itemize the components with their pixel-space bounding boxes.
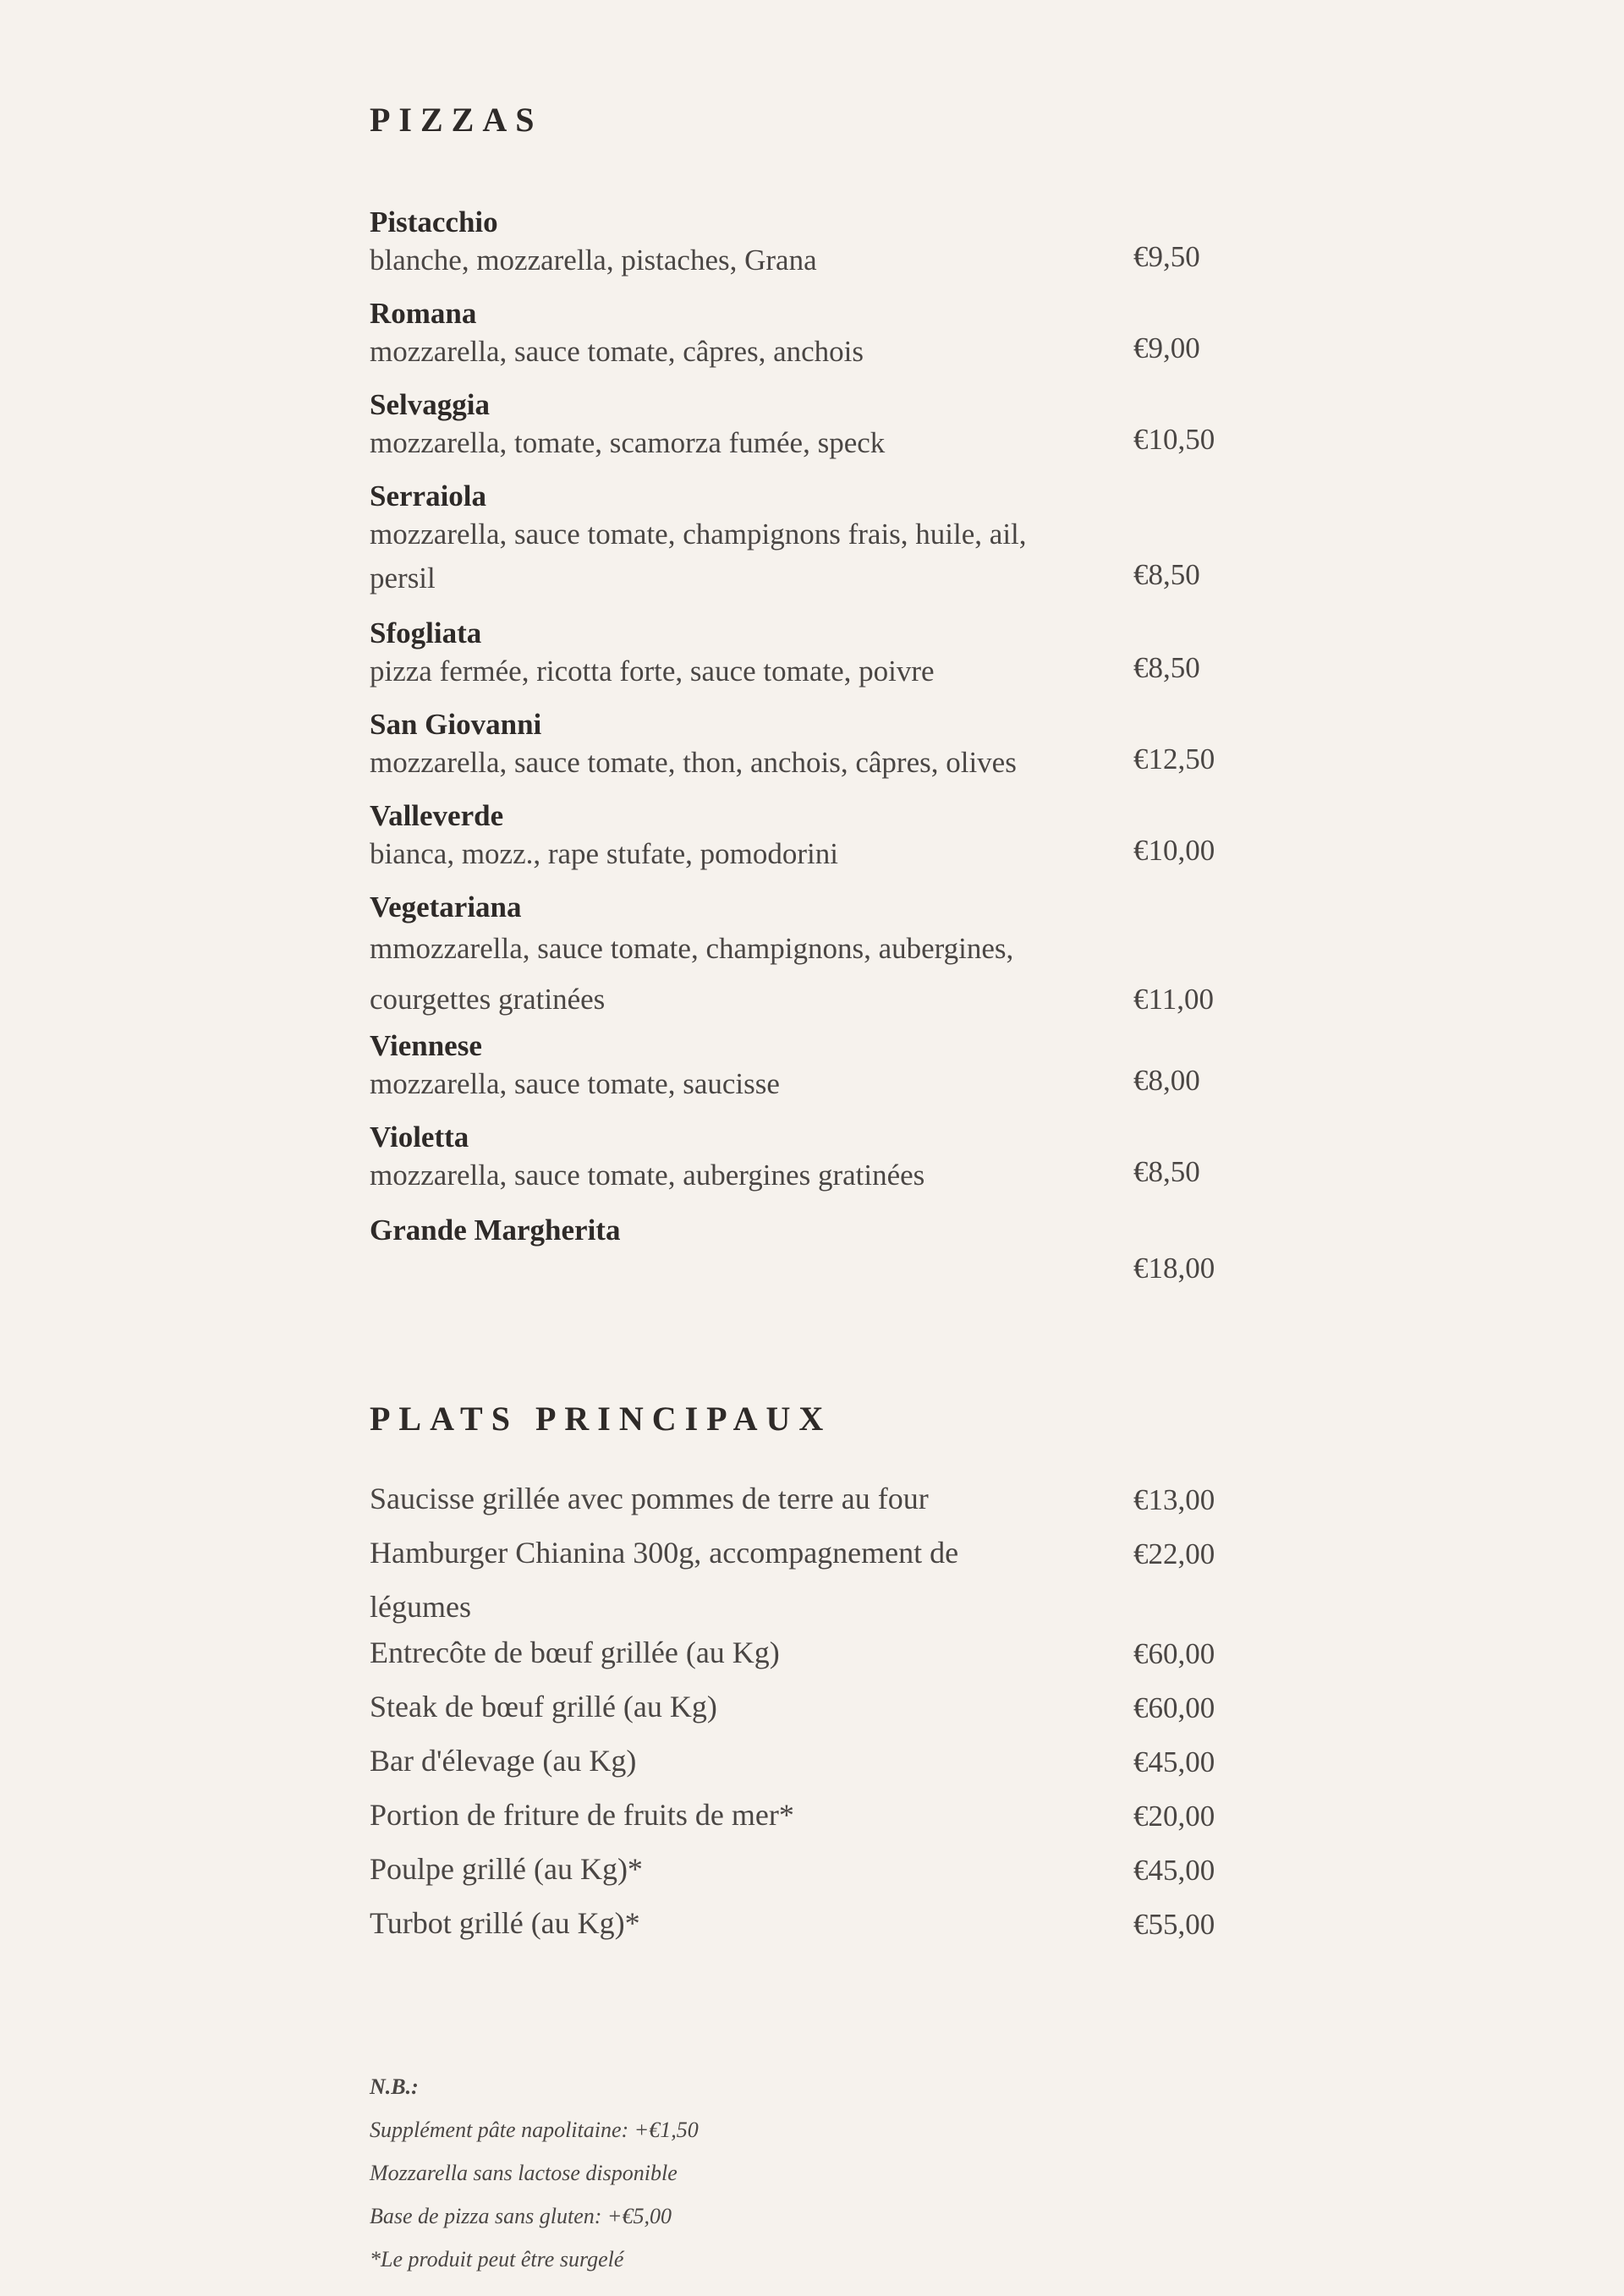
note-line: *Le produit peut être surgelé (370, 2247, 624, 2271)
pizza-name: Romana (370, 297, 477, 330)
pizza-name: Pistacchio (370, 205, 498, 238)
pizza-name: San Giovanni (370, 708, 542, 741)
pizza-description: mozzarella, sauce tomate, champignons frais, huile, ail, persil (370, 518, 1027, 595)
dish-item (370, 1526, 1249, 1634)
dish-name: Bar d'élevage (au Kg) (370, 1744, 637, 1778)
note-line: Mozzarella sans lactose disponible (370, 2161, 678, 2185)
pizza-item (370, 389, 1232, 465)
dish-price: €45,00 (1133, 1854, 1215, 1887)
pizza-price: €8,00 (1133, 1064, 1200, 1097)
dish-name: Hamburger Chianina 300g, accompagnement de légumes (370, 1536, 959, 1624)
dish-item (370, 1788, 1249, 1842)
pizza-price: €9,00 (1133, 332, 1200, 364)
dish-name: Portion de friture de fruits de mer* (370, 1798, 794, 1832)
pizza-price: €8,50 (1133, 1155, 1200, 1188)
pizza-item (370, 617, 1232, 693)
dish-item (370, 1625, 1249, 1680)
dish-price: €22,00 (1133, 1537, 1215, 1570)
pizza-name: Violetta (370, 1121, 469, 1153)
dish-price: €20,00 (1133, 1800, 1215, 1833)
dish-name: Steak de bœuf grillé (au Kg) (370, 1690, 717, 1723)
dish-name: Poulpe grillé (au Kg)* (370, 1852, 643, 1886)
pizza-description: mozzarella, tomate, scamorza fumée, speck (370, 426, 886, 459)
dish-price: €55,00 (1133, 1908, 1215, 1941)
dish-price: €60,00 (1133, 1637, 1215, 1670)
pizza-price: €11,00 (1133, 983, 1214, 1016)
dish-item (370, 1680, 1249, 1734)
dish-name: Turbot grillé (au Kg)* (370, 1906, 640, 1940)
pizza-item (370, 709, 1232, 785)
pizzas-heading: PIZZAS (370, 101, 543, 139)
pizza-description: mozzarella, sauce tomate, thon, anchois, câpres, olives (370, 746, 1017, 779)
notes-label: N.B.: (370, 2074, 419, 2099)
dish-item (370, 1734, 1249, 1788)
pizza-item (370, 800, 1232, 876)
pizza-price: €10,00 (1133, 834, 1215, 867)
pizza-description: mmozzarella, sauce tomate, champignons, aubergines, courgettes gratinées (370, 932, 1014, 1016)
pizza-description: bianca, mozz., rape stufate, pomodorini (370, 837, 838, 870)
pizza-item (370, 1121, 1232, 1197)
pizza-description: mozzarella, sauce tomate, aubergines gratinées (370, 1159, 925, 1192)
pizza-name: Vegetariana (370, 890, 522, 923)
pizza-item (370, 1030, 1232, 1106)
dish-price: €13,00 (1133, 1483, 1215, 1516)
dish-item (370, 1896, 1249, 1950)
dish-item (370, 1471, 1249, 1526)
pizza-price: €12,50 (1133, 743, 1215, 775)
pizza-item (370, 480, 1232, 600)
pizza-description: mozzarella, sauce tomate, câpres, anchois (370, 335, 864, 368)
pizza-description: pizza fermée, ricotta forte, sauce tomate, poivre (370, 655, 935, 688)
pizza-name: Viennese (370, 1029, 482, 1062)
pizza-item (370, 206, 1232, 282)
pizza-item (370, 298, 1232, 374)
pizza-description: blanche, mozzarella, pistaches, Grana (370, 244, 817, 277)
note-line: Base de pizza sans gluten: +€5,00 (370, 2204, 672, 2228)
dish-price: €45,00 (1133, 1745, 1215, 1778)
dish-name: Entrecôte de bœuf grillée (au Kg) (370, 1636, 780, 1669)
pizza-name: Valleverde (370, 799, 504, 832)
notes-block (370, 2065, 699, 2281)
pizza-price: €8,50 (1133, 651, 1200, 684)
pizza-price: €9,50 (1133, 240, 1200, 273)
dish-price: €60,00 (1133, 1691, 1215, 1724)
pizza-description: mozzarella, sauce tomate, saucisse (370, 1067, 780, 1100)
pizza-name: Selvaggia (370, 388, 490, 421)
dish-name: Saucisse grillée avec pommes de terre au four (370, 1482, 929, 1515)
pizza-name: Serraiola (370, 479, 487, 512)
note-line: Supplément pâte napolitaine: +€1,50 (370, 2118, 699, 2142)
pizza-item (370, 1214, 1232, 1285)
mains-heading: PLATS PRINCIPAUX (370, 1400, 832, 1438)
pizza-name: Sfogliata (370, 616, 482, 649)
dish-item (370, 1842, 1249, 1896)
pizza-name: Grande Margherita (370, 1214, 621, 1247)
pizza-price: €8,50 (1133, 558, 1200, 591)
pizza-item (370, 891, 1232, 1025)
pizza-price: €18,00 (1133, 1252, 1215, 1285)
pizza-price: €10,50 (1133, 423, 1215, 456)
